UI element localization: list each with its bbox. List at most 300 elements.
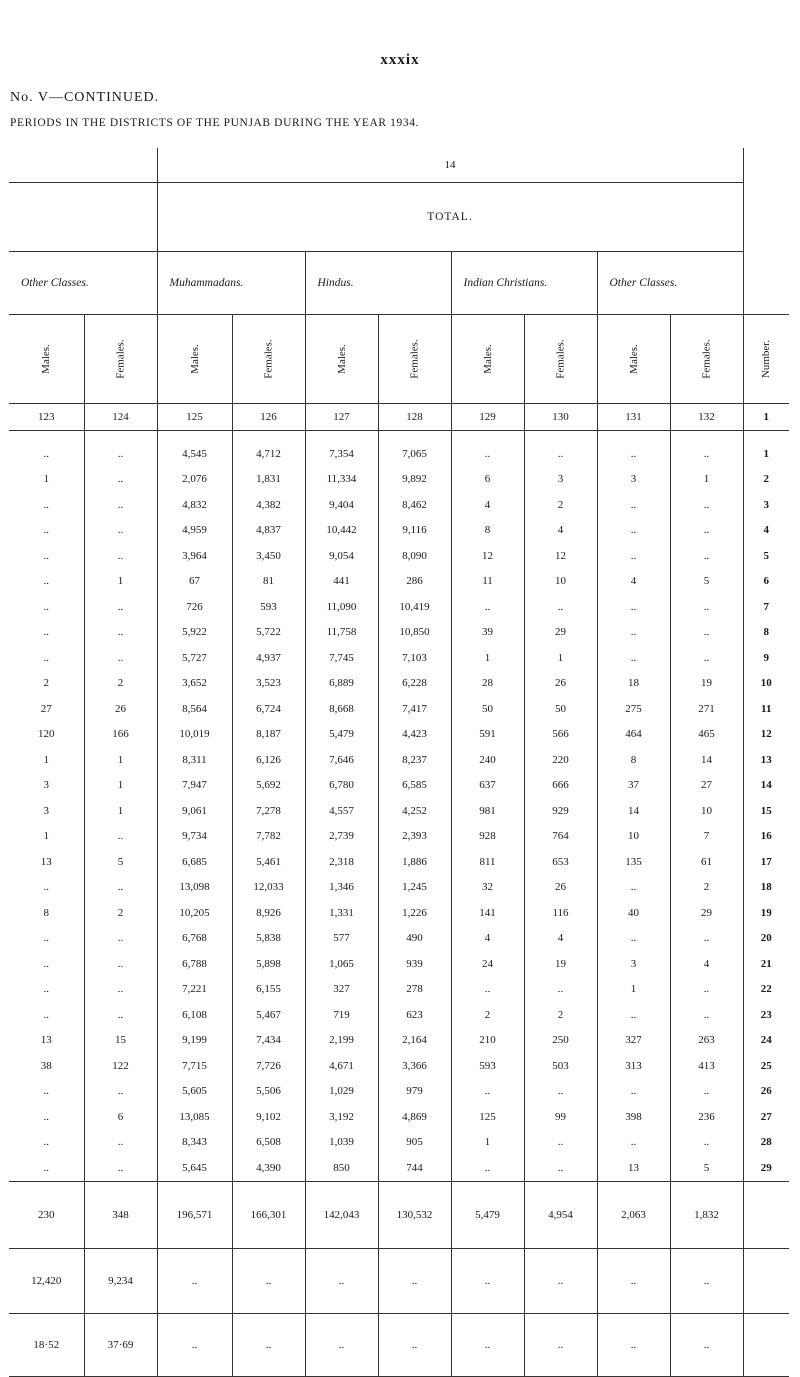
row-number-cell: 29: [743, 1155, 789, 1181]
table-cell: ..: [43, 600, 49, 613]
table-row: [9, 1002, 789, 1028]
table-cell: 2: [524, 492, 597, 518]
table-cell: 6,768: [157, 926, 232, 952]
table-cell: 9,404: [305, 492, 378, 518]
column-number-cell: 124: [84, 404, 157, 431]
table-row: [9, 1079, 789, 1105]
summary-cell: ..: [157, 1313, 232, 1376]
table-cell: ..: [670, 441, 743, 467]
table-cell: 125: [451, 1104, 524, 1130]
table-cell: 7,646: [305, 747, 378, 773]
summary-cell: ..: [378, 1248, 451, 1313]
summary-cell: 18·52: [9, 1313, 84, 1376]
summary-cell: ..: [305, 1313, 378, 1376]
table-cell: 1: [84, 798, 157, 824]
table-cell: ..: [670, 977, 743, 1003]
table-cell: 50: [524, 696, 597, 722]
table-cell: ..: [84, 518, 157, 544]
row-number-cell: 23: [743, 1002, 789, 1028]
table-cell: 2: [451, 1002, 524, 1028]
table-cell: ..: [84, 492, 157, 518]
summary-cell: 142,043: [305, 1181, 378, 1248]
row-number-cell: 2: [743, 467, 789, 493]
table-cell: 1,226: [378, 900, 451, 926]
table-cell: 5,722: [232, 620, 305, 646]
table-cell: 14: [597, 798, 670, 824]
table-row: [9, 824, 789, 850]
table-cell: 50: [451, 696, 524, 722]
summary-cell: [743, 1248, 789, 1313]
group-indian-christians: Indian Christians.: [451, 252, 597, 315]
table-cell: 24: [451, 951, 524, 977]
table-cell: 9,102: [232, 1104, 305, 1130]
row-number-cell: 6: [743, 569, 789, 595]
summary-cell: ..: [157, 1248, 232, 1313]
summary-cell: 5,479: [451, 1181, 524, 1248]
summary-cell: ..: [305, 1248, 378, 1313]
table-cell: 928: [451, 824, 524, 850]
table-row: [9, 747, 789, 773]
row-number-cell: 16: [743, 824, 789, 850]
table-cell: ..: [597, 875, 670, 901]
row-number-cell: 19: [743, 900, 789, 926]
table-cell: 1: [451, 1130, 524, 1156]
table-cell: ..: [597, 926, 670, 952]
table-cell: 3: [43, 779, 49, 792]
table-cell: 5,727: [157, 645, 232, 671]
table-row: [9, 977, 789, 1003]
column-number-cell: 126: [232, 404, 305, 431]
table-cell: 7,745: [305, 645, 378, 671]
table-cell: ..: [84, 1130, 157, 1156]
table-cell: 1: [84, 773, 157, 799]
table-cell: 14: [670, 747, 743, 773]
table-row: [9, 645, 789, 671]
table-cell: 5,479: [305, 722, 378, 748]
summary-cell: 230: [9, 1181, 84, 1248]
table-cell: 4,423: [378, 722, 451, 748]
table-cell: 9,199: [157, 1028, 232, 1054]
row-number-cell: 28: [743, 1130, 789, 1156]
table-cell: 7,715: [157, 1053, 232, 1079]
table-cell: ..: [84, 594, 157, 620]
table-cell: ..: [670, 620, 743, 646]
table-row: [9, 543, 789, 569]
table-cell: 4,712: [232, 441, 305, 467]
summary-cell: ..: [378, 1313, 451, 1376]
table-cell: ..: [670, 1130, 743, 1156]
table-cell: 6,788: [157, 951, 232, 977]
spacer-cell: [670, 431, 743, 442]
table-cell: 13: [597, 1155, 670, 1181]
spacer-cell: [597, 431, 670, 442]
table-cell: 1,886: [378, 849, 451, 875]
table-cell: 122: [84, 1053, 157, 1079]
table-cell: 9,892: [378, 467, 451, 493]
table-cell: 9,054: [305, 543, 378, 569]
table-cell: 5,467: [232, 1002, 305, 1028]
table-row: [9, 875, 789, 901]
table-cell: 3,652: [157, 671, 232, 697]
table-row: [9, 926, 789, 952]
summary-cell: 348: [84, 1181, 157, 1248]
spacer-cell: [157, 431, 232, 442]
row-number-cell: 13: [743, 747, 789, 773]
table-cell: 850: [305, 1155, 378, 1181]
table-row: [9, 620, 789, 646]
table-cell: 8,311: [157, 747, 232, 773]
table-cell: 240: [451, 747, 524, 773]
table-cell: 4,557: [305, 798, 378, 824]
table-cell: ..: [451, 1079, 524, 1105]
summary-row: [9, 1313, 789, 1376]
table-cell: 116: [524, 900, 597, 926]
table-cell: 5,645: [157, 1155, 232, 1181]
table-cell: ..: [670, 1079, 743, 1105]
table-cell: 8,462: [378, 492, 451, 518]
table-cell: 10,442: [305, 518, 378, 544]
table-cell: ..: [597, 441, 670, 467]
spacer-cell: [9, 431, 84, 442]
table-cell: ..: [43, 983, 49, 996]
table-cell: 4,545: [157, 441, 232, 467]
sex-header-males: Males.: [9, 315, 84, 404]
table-cell: 6: [451, 467, 524, 493]
row-number-cell: 14: [743, 773, 789, 799]
spacer-cell: [743, 431, 789, 442]
table-cell: 3,192: [305, 1104, 378, 1130]
table-cell: 5: [84, 849, 157, 875]
table-cell: 2,739: [305, 824, 378, 850]
row-number-cell: 7: [743, 594, 789, 620]
table-cell: 398: [597, 1104, 670, 1130]
table-row: [9, 722, 789, 748]
row-number-cell: 9: [743, 645, 789, 671]
blank-header-cell: [9, 183, 157, 252]
table-cell: 5: [670, 569, 743, 595]
table-cell: 8: [43, 906, 49, 919]
table-cell: 566: [524, 722, 597, 748]
table-cell: 5,692: [232, 773, 305, 799]
table-cell: ..: [43, 651, 49, 664]
table-cell: ..: [84, 1002, 157, 1028]
table-cell: ..: [670, 645, 743, 671]
table-cell: 7,417: [378, 696, 451, 722]
table-cell: 120: [38, 728, 55, 741]
table-cell: 10: [524, 569, 597, 595]
sex-header-males: Males.: [597, 315, 670, 404]
summary-cell: 9,234: [84, 1248, 157, 1313]
table-cell: ..: [43, 881, 49, 894]
table-cell: 4: [451, 926, 524, 952]
table-row: [9, 1053, 789, 1079]
column-number-cell: 123: [9, 404, 84, 431]
summary-cell: 37·69: [84, 1313, 157, 1376]
table-cell: ..: [84, 543, 157, 569]
table-cell: 9,061: [157, 798, 232, 824]
group-hindus: Hindus.: [305, 252, 451, 315]
table-cell: 1: [43, 753, 49, 766]
section-number-header: 14: [157, 148, 743, 183]
table-cell: ..: [524, 977, 597, 1003]
table-cell: 441: [305, 569, 378, 595]
column-number-cell: 130: [524, 404, 597, 431]
table-cell: 3: [43, 804, 49, 817]
table-cell: 8,668: [305, 696, 378, 722]
row-number-cell: 11: [743, 696, 789, 722]
table-cell: 623: [378, 1002, 451, 1028]
sex-header-females: Females.: [378, 315, 451, 404]
table-cell: 3,523: [232, 671, 305, 697]
table-cell: 1: [84, 569, 157, 595]
table-row: [9, 671, 789, 697]
table-cell: ..: [84, 951, 157, 977]
table-cell: 981: [451, 798, 524, 824]
table-cell: 1: [524, 645, 597, 671]
total-header: TOTAL.: [157, 183, 743, 252]
table-cell: 7,726: [232, 1053, 305, 1079]
table-cell: ..: [597, 594, 670, 620]
table-cell: 4,671: [305, 1053, 378, 1079]
table-cell: 12: [524, 543, 597, 569]
table-cell: 28: [451, 671, 524, 697]
table-cell: ..: [43, 447, 49, 460]
table-cell: 11,758: [305, 620, 378, 646]
table-cell: 4,390: [232, 1155, 305, 1181]
sex-header-females: Females.: [670, 315, 743, 404]
table-cell: 220: [524, 747, 597, 773]
summary-cell: ..: [597, 1248, 670, 1313]
table-cell: 2: [670, 875, 743, 901]
summary-cell: [743, 1181, 789, 1248]
table-cell: 6,126: [232, 747, 305, 773]
table-cell: ..: [597, 492, 670, 518]
table-cell: 236: [670, 1104, 743, 1130]
table-cell: 2,164: [378, 1028, 451, 1054]
table-cell: 979: [378, 1079, 451, 1105]
table-cell: ..: [670, 594, 743, 620]
table-cell: 29: [670, 900, 743, 926]
table-cell: ..: [451, 1155, 524, 1181]
table-cell: 2: [524, 1002, 597, 1028]
table-cell: 26: [84, 696, 157, 722]
table-cell: 666: [524, 773, 597, 799]
table-row: [9, 951, 789, 977]
table-row: [9, 441, 789, 467]
table-cell: 905: [378, 1130, 451, 1156]
summary-cell: 4,954: [524, 1181, 597, 1248]
table-cell: 81: [232, 569, 305, 595]
table-cell: 1,039: [305, 1130, 378, 1156]
spacer-cell: [524, 431, 597, 442]
table-cell: 9,734: [157, 824, 232, 850]
table-cell: 39: [451, 620, 524, 646]
table-cell: 1,065: [305, 951, 378, 977]
table-row: [9, 798, 789, 824]
table-cell: 2: [43, 677, 49, 690]
table-cell: ..: [43, 549, 49, 562]
table-cell: 11,334: [305, 467, 378, 493]
table-cell: ..: [43, 1085, 49, 1098]
column-number-cell: 125: [157, 404, 232, 431]
table-cell: 653: [524, 849, 597, 875]
table-cell: 327: [305, 977, 378, 1003]
table-cell: ..: [43, 1110, 49, 1123]
table-cell: 27: [40, 702, 52, 715]
row-number-cell: 27: [743, 1104, 789, 1130]
table-cell: 18: [597, 671, 670, 697]
table-cell: ..: [670, 518, 743, 544]
number-header: Number.: [743, 315, 789, 404]
row-number-cell: 8: [743, 620, 789, 646]
table-cell: 13: [40, 1034, 52, 1047]
table-cell: 1: [597, 977, 670, 1003]
table-cell: 250: [524, 1028, 597, 1054]
table-cell: 278: [378, 977, 451, 1003]
table-cell: 7,103: [378, 645, 451, 671]
table-cell: 8,926: [232, 900, 305, 926]
table-cell: ..: [451, 441, 524, 467]
row-number-cell: 26: [743, 1079, 789, 1105]
table-cell: 3,964: [157, 543, 232, 569]
table-cell: 7: [670, 824, 743, 850]
table-cell: 4,837: [232, 518, 305, 544]
table-cell: ..: [597, 645, 670, 671]
table-cell: ..: [84, 977, 157, 1003]
spacer-cell: [305, 431, 378, 442]
group-muhammadans: Muhammadans.: [157, 252, 305, 315]
summary-cell: 166,301: [232, 1181, 305, 1248]
table-cell: 5,605: [157, 1079, 232, 1105]
table-cell: ..: [597, 620, 670, 646]
table-cell: 811: [451, 849, 524, 875]
table-cell: 166: [84, 722, 157, 748]
table-cell: 413: [670, 1053, 743, 1079]
table-cell: ..: [670, 492, 743, 518]
table-cell: 4,382: [232, 492, 305, 518]
table-row: [9, 569, 789, 595]
row-number-cell: 1: [743, 441, 789, 467]
table-cell: 637: [451, 773, 524, 799]
row-number-cell: 17: [743, 849, 789, 875]
table-cell: 12,033: [232, 875, 305, 901]
table-cell: ..: [84, 824, 157, 850]
table-cell: ..: [84, 875, 157, 901]
table-cell: 1: [43, 473, 49, 486]
table-cell: 32: [451, 875, 524, 901]
table-cell: 38: [40, 1059, 52, 1072]
table-cell: 8: [451, 518, 524, 544]
table-heading: [10, 90, 159, 106]
table-cell: ..: [43, 932, 49, 945]
summary-cell: ..: [451, 1248, 524, 1313]
table-row: [9, 594, 789, 620]
table-cell: 6,155: [232, 977, 305, 1003]
table-cell: 327: [597, 1028, 670, 1054]
table-cell: 1: [84, 747, 157, 773]
table-cell: 141: [451, 900, 524, 926]
summary-row: [9, 1248, 789, 1313]
table-cell: 8: [597, 747, 670, 773]
table-cell: 9,116: [378, 518, 451, 544]
table-cell: 271: [670, 696, 743, 722]
table-cell: ..: [43, 626, 49, 639]
table-cell: ..: [524, 1079, 597, 1105]
table-subheading: PERIODS IN THE DISTRICTS OF THE PUNJAB DURING THE YEAR 1934.: [10, 117, 420, 129]
table-cell: 4: [524, 518, 597, 544]
table-cell: 10,019: [157, 722, 232, 748]
table-cell: 719: [305, 1002, 378, 1028]
table-cell: 37: [597, 773, 670, 799]
table-cell: 13,098: [157, 875, 232, 901]
table-cell: 8,343: [157, 1130, 232, 1156]
table-cell: 3,450: [232, 543, 305, 569]
table-cell: 7,354: [305, 441, 378, 467]
summary-cell: 196,571: [157, 1181, 232, 1248]
row-number-cell: 15: [743, 798, 789, 824]
table-cell: 503: [524, 1053, 597, 1079]
table-cell: ..: [43, 1136, 49, 1149]
table-cell: 10,205: [157, 900, 232, 926]
sex-header-males: Males.: [305, 315, 378, 404]
row-number-cell: 5: [743, 543, 789, 569]
table-cell: 929: [524, 798, 597, 824]
table-cell: 12: [451, 543, 524, 569]
table-cell: ..: [597, 1079, 670, 1105]
table-cell: 6,780: [305, 773, 378, 799]
blank-header-cell: [9, 148, 157, 183]
table-cell: 8,090: [378, 543, 451, 569]
summary-cell: 130,532: [378, 1181, 451, 1248]
table-cell: 6,585: [378, 773, 451, 799]
table-cell: 6,228: [378, 671, 451, 697]
table-cell: 591: [451, 722, 524, 748]
table-cell: 2,076: [157, 467, 232, 493]
summary-cell: ..: [670, 1248, 743, 1313]
table-cell: 99: [524, 1104, 597, 1130]
table-cell: 26: [524, 875, 597, 901]
table-cell: 7,947: [157, 773, 232, 799]
table-cell: 15: [84, 1028, 157, 1054]
table-cell: 286: [378, 569, 451, 595]
column-number-cell: 127: [305, 404, 378, 431]
table-row: [9, 696, 789, 722]
spacer-cell: [84, 431, 157, 442]
table-cell: 1: [451, 645, 524, 671]
table-cell: 10,850: [378, 620, 451, 646]
table-cell: 6,724: [232, 696, 305, 722]
row-number-cell: 21: [743, 951, 789, 977]
table-cell: 1,346: [305, 875, 378, 901]
table-cell: 6,889: [305, 671, 378, 697]
table-cell: 27: [670, 773, 743, 799]
table-cell: 11: [451, 569, 524, 595]
sex-header-females: Females.: [232, 315, 305, 404]
row-number-cell: 25: [743, 1053, 789, 1079]
table-cell: 61: [670, 849, 743, 875]
table-cell: 26: [524, 671, 597, 697]
table-cell: 10: [597, 824, 670, 850]
table-row: [9, 773, 789, 799]
table-row: [9, 900, 789, 926]
table-cell: ..: [597, 1002, 670, 1028]
table-cell: ..: [670, 926, 743, 952]
table-cell: 5,506: [232, 1079, 305, 1105]
table-cell: 7,782: [232, 824, 305, 850]
table-cell: ..: [43, 498, 49, 511]
table-cell: 19: [524, 951, 597, 977]
column-number-cell: 128: [378, 404, 451, 431]
